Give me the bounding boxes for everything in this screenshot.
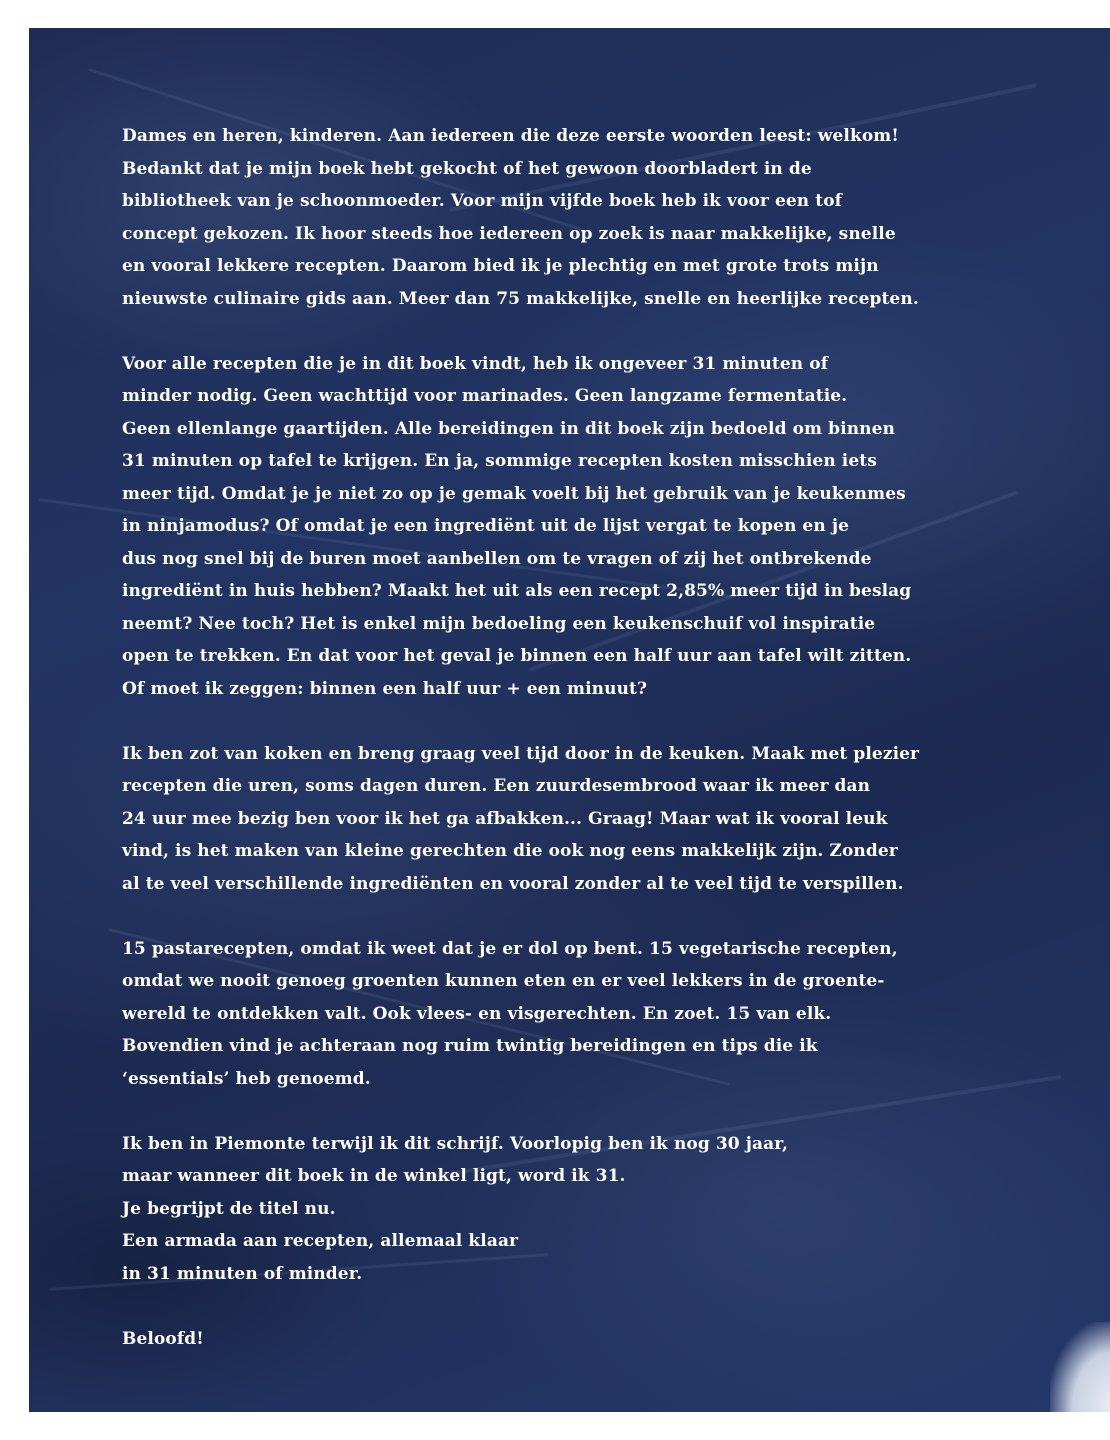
text-line: al te veel verschillende ingrediënten en vooral zonder al te veel tijd te verspillen. (122, 873, 904, 894)
text-line: recepten die uren, soms dagen duren. Een zuurdesembrood waar ik meer dan (122, 776, 871, 796)
paragraph (122, 120, 962, 315)
text-line: maar wanneer dit boek in de winkel ligt, word ik 31. (122, 1166, 626, 1186)
text-line: Ik ben in Piemonte terwijl ik dit schrijf. Voorlopig ben ik nog 30 jaar, (122, 1133, 789, 1154)
text-line: Geen ellenlange gaartijden. Alle bereidingen in dit boek zijn bedoeld om binnen (122, 418, 896, 439)
text-line: Bedankt dat je mijn boek hebt gekocht of het gewoon doorbladert in de (122, 158, 812, 179)
text-line: minder nodig. Geen wachttijd voor marinades. Geen langzame fermentatie. (122, 386, 848, 406)
text-line: omdat we nooit genoeg groenten kunnen eten en er veel lekkers in de groente- (122, 971, 885, 991)
text-line: in ninjamodus? Of omdat je een ingrediënt uit de lijst vergat te kopen en je (122, 516, 849, 536)
text-line: neemt? Nee toch? Het is enkel mijn bedoeling een keukenschuif vol inspiratie (122, 613, 876, 634)
text-line: 24 uur mee bezig ben voor ik het ga afbakken... Graag! Maar wat ik vooral leuk (122, 808, 888, 829)
text-line: Voor alle recepten die je in dit boek vindt, heb ik ongeveer 31 minuten of (122, 353, 829, 374)
text-line: meer tijd. Omdat je je niet zo op je gemak voelt bij het gebruik van je keukenmes (122, 483, 906, 504)
text-line: Ik ben zot van koken en breng graag veel tijd door in de keuken. Maak met plezier (122, 743, 920, 764)
text-line: bibliotheek van je schoonmoeder. Voor mijn vijfde boek heb ik voor een tof (122, 191, 843, 211)
text-line: concept gekozen. Ik hoor steeds hoe iedereen op zoek is naar makkelijke, snelle (122, 223, 896, 244)
text-line: in 31 minuten of minder. (122, 1263, 363, 1284)
text-line: Je begrijpt de titel nu. (122, 1198, 336, 1219)
text-line: Dames en heren, kinderen. Aan iedereen die deze eerste woorden leest: welkom! (122, 126, 899, 146)
text-line: Een armada aan recepten, allemaal klaar (122, 1231, 519, 1251)
text-line: ingrediënt in huis hebben? Maakt het uit als een recept 2,85% meer tijd in beslag (122, 581, 912, 601)
paragraph (122, 738, 962, 901)
fabric-corner-highlight (1050, 1322, 1110, 1412)
body-text (122, 120, 962, 1388)
text-line: en vooral lekkere recepten. Daarom bied ik je plechtig en met grote trots mijn (122, 256, 879, 276)
paragraph (122, 348, 962, 706)
text-line: Bovendien vind je achteraan nog ruim twintig bereidingen en tips die ik (122, 1036, 818, 1056)
paragraph (122, 1323, 962, 1356)
text-line: 31 minuten op tafel te krijgen. En ja, sommige recepten kosten misschien iets (122, 451, 877, 471)
text-line: 15 pastarecepten, omdat ik weet dat je er dol op bent. 15 vegetarische recepten, (122, 938, 898, 959)
text-line: ‘essentials’ heb genoemd. (122, 1068, 371, 1089)
paragraph (122, 1128, 962, 1291)
text-line: Beloofd! (122, 1328, 204, 1349)
text-line: dus nog snel bij de buren moet aanbellen om te vragen of zij het ontbrekende (122, 548, 872, 569)
text-line: vind, is het maken van kleine gerechten die ook nog eens makkelijk zijn. Zonder (122, 841, 898, 861)
fabric-background (29, 28, 1110, 1412)
text-line: nieuwste culinaire gids aan. Meer dan 75 makkelijke, snelle en heerlijke recepten. (122, 288, 919, 309)
text-line: Of moet ik zeggen: binnen een half uur + een minuut? (122, 678, 648, 699)
paragraph (122, 933, 962, 1096)
text-line: open te trekken. En dat voor het geval je binnen een half uur aan tafel wilt zitten. (122, 646, 912, 666)
text-line: wereld te ontdekken valt. Ook vlees- en visgerechten. En zoet. 15 van elk. (122, 1003, 832, 1024)
